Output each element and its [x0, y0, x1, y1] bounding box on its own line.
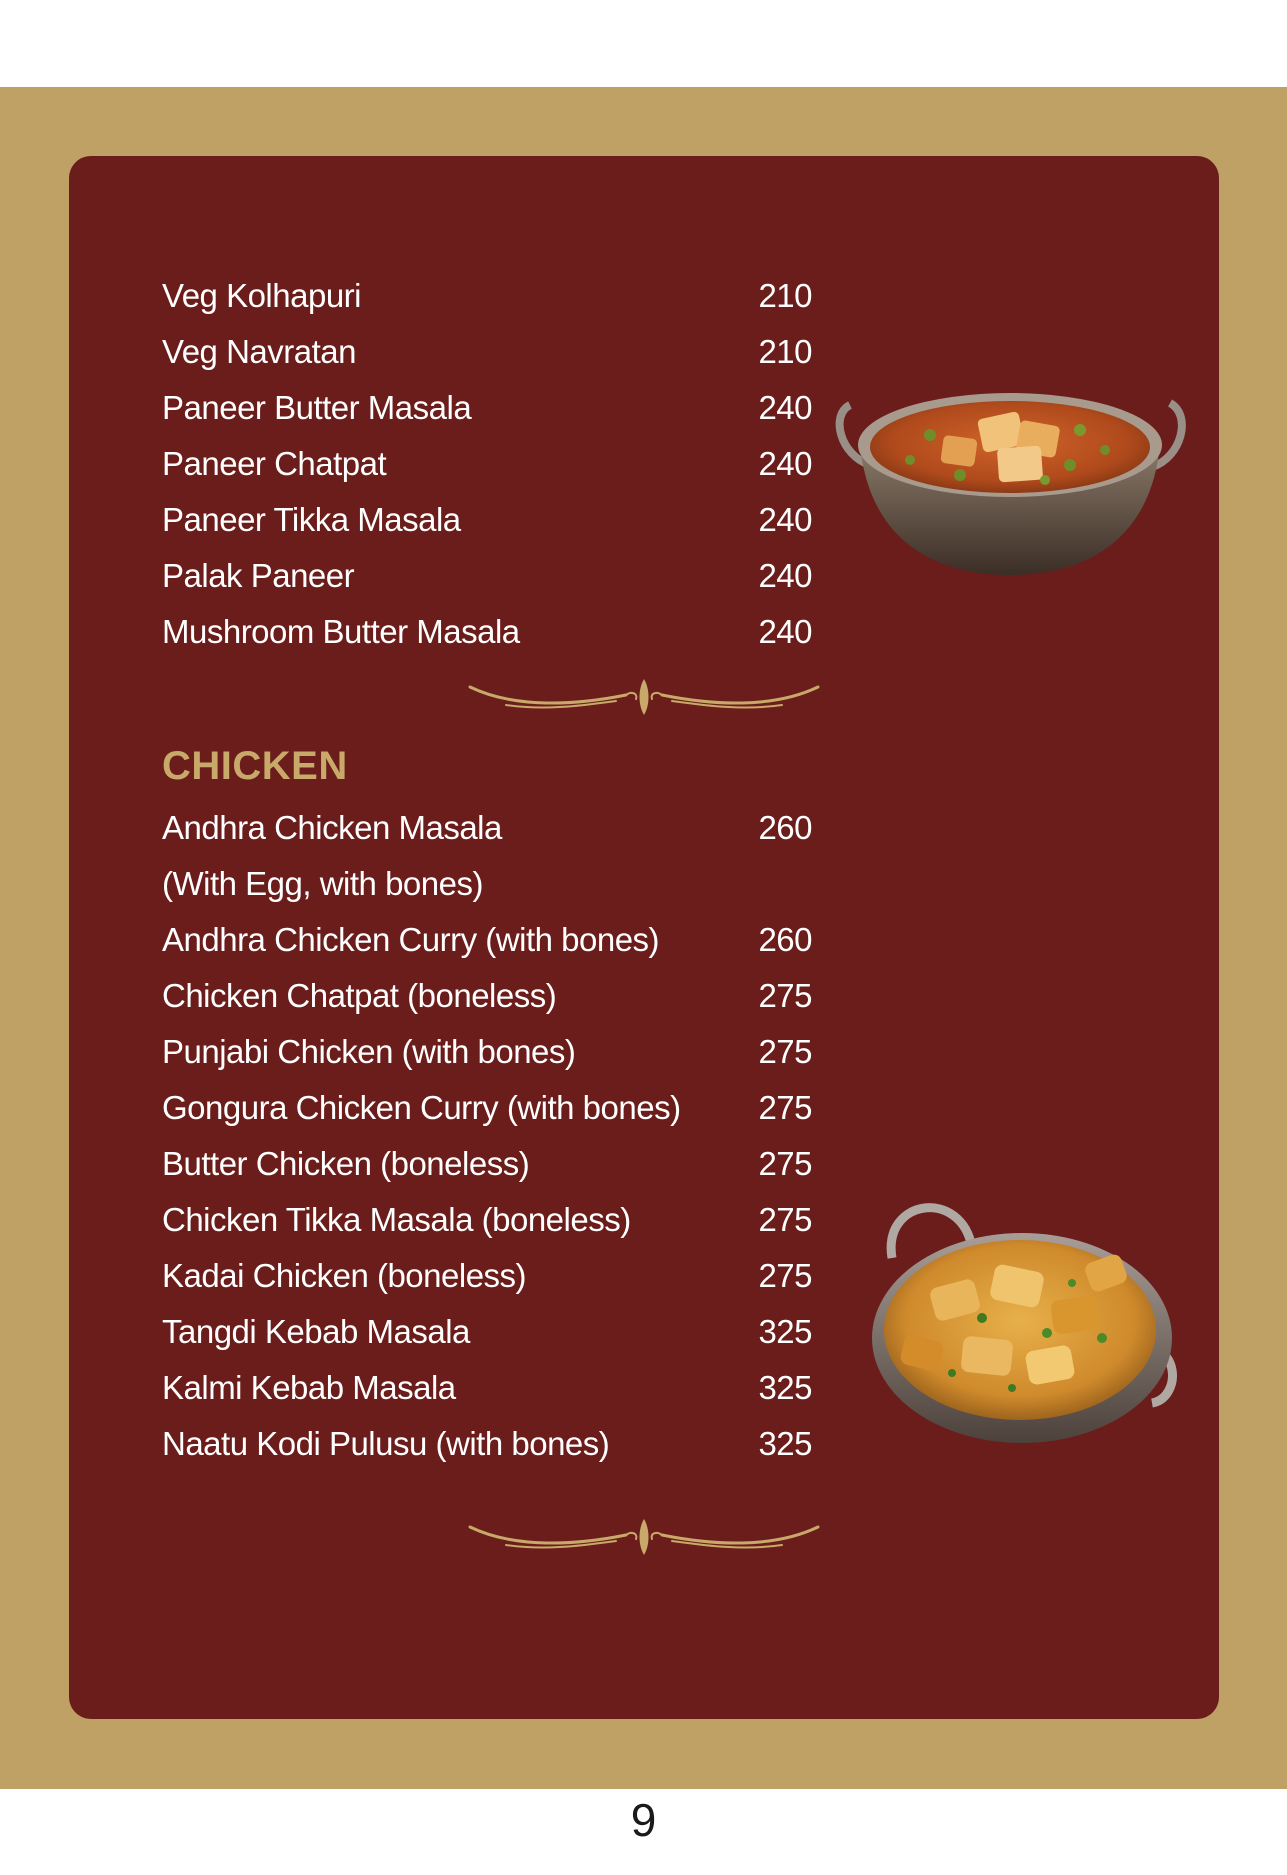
ornament-divider-icon	[466, 1515, 822, 1559]
menu-item	[162, 604, 812, 660]
menu-item	[162, 1024, 812, 1080]
item-price: 275	[758, 1201, 812, 1238]
item-price: 240	[758, 613, 812, 650]
item-name: Kadai Chicken (boneless)	[162, 1257, 527, 1294]
item-name: Paneer Chatpat	[162, 445, 387, 482]
page-number: 9	[630, 1794, 657, 1846]
item-price: 275	[758, 977, 812, 1014]
item-name: (With Egg, with bones)	[162, 865, 483, 902]
item-name: Kalmi Kebab Masala	[162, 1369, 456, 1406]
item-name: Mushroom Butter Masala	[162, 613, 520, 650]
item-name: Andhra Chicken Curry (with bones)	[162, 921, 660, 958]
item-price: 260	[758, 921, 812, 958]
item-price: 240	[758, 557, 812, 594]
menu-item	[162, 324, 812, 380]
item-name: Chicken Chatpat (boneless)	[162, 977, 557, 1014]
item-name: Naatu Kodi Pulusu (with bones)	[162, 1425, 610, 1462]
item-price: 275	[758, 1145, 812, 1182]
item-price: 210	[758, 277, 812, 314]
item-name: Veg Kolhapuri	[162, 277, 361, 314]
menu-item	[162, 1136, 812, 1192]
item-name: Palak Paneer	[162, 557, 355, 594]
menu-item	[162, 1360, 812, 1416]
item-name: Paneer Tikka Masala	[162, 501, 461, 538]
item-name: Gongura Chicken Curry (with bones)	[162, 1089, 681, 1126]
chicken-items-list	[162, 800, 812, 1472]
item-price: 325	[758, 1369, 812, 1406]
item-name: Veg Navratan	[162, 333, 356, 370]
item-price: 325	[758, 1425, 812, 1462]
item-price: 275	[758, 1033, 812, 1070]
menu-item	[162, 1248, 812, 1304]
kadai-chicken-image	[862, 1188, 1182, 1458]
item-price: 240	[758, 501, 812, 538]
item-price: 240	[758, 445, 812, 482]
menu-item	[162, 380, 812, 436]
section-title-chicken: CHICKEN	[162, 744, 348, 788]
item-name: Punjabi Chicken (with bones)	[162, 1033, 576, 1070]
veg-items-list	[162, 268, 812, 660]
item-name: Chicken Tikka Masala (boneless)	[162, 1201, 631, 1238]
menu-item	[162, 856, 812, 912]
menu-item	[162, 912, 812, 968]
menu-item	[162, 1080, 812, 1136]
menu-item	[162, 1304, 812, 1360]
item-price: 325	[758, 1313, 812, 1350]
menu-item	[162, 1416, 812, 1472]
menu-item	[162, 268, 812, 324]
menu-item	[162, 436, 812, 492]
item-price: 275	[758, 1089, 812, 1126]
ornament-divider-icon	[466, 675, 822, 719]
menu-item	[162, 548, 812, 604]
item-name: Paneer Butter Masala	[162, 389, 472, 426]
item-price: 210	[758, 333, 812, 370]
item-name: Tangdi Kebab Masala	[162, 1313, 470, 1350]
menu-item	[162, 1192, 812, 1248]
item-price: 275	[758, 1257, 812, 1294]
menu-item	[162, 800, 812, 856]
item-price: 260	[758, 809, 812, 846]
item-name: Butter Chicken (boneless)	[162, 1145, 530, 1182]
menu-item	[162, 968, 812, 1024]
paneer-curry-kadai-image	[830, 375, 1190, 585]
item-price: 240	[758, 389, 812, 426]
menu-item	[162, 492, 812, 548]
item-name: Andhra Chicken Masala	[162, 809, 502, 846]
